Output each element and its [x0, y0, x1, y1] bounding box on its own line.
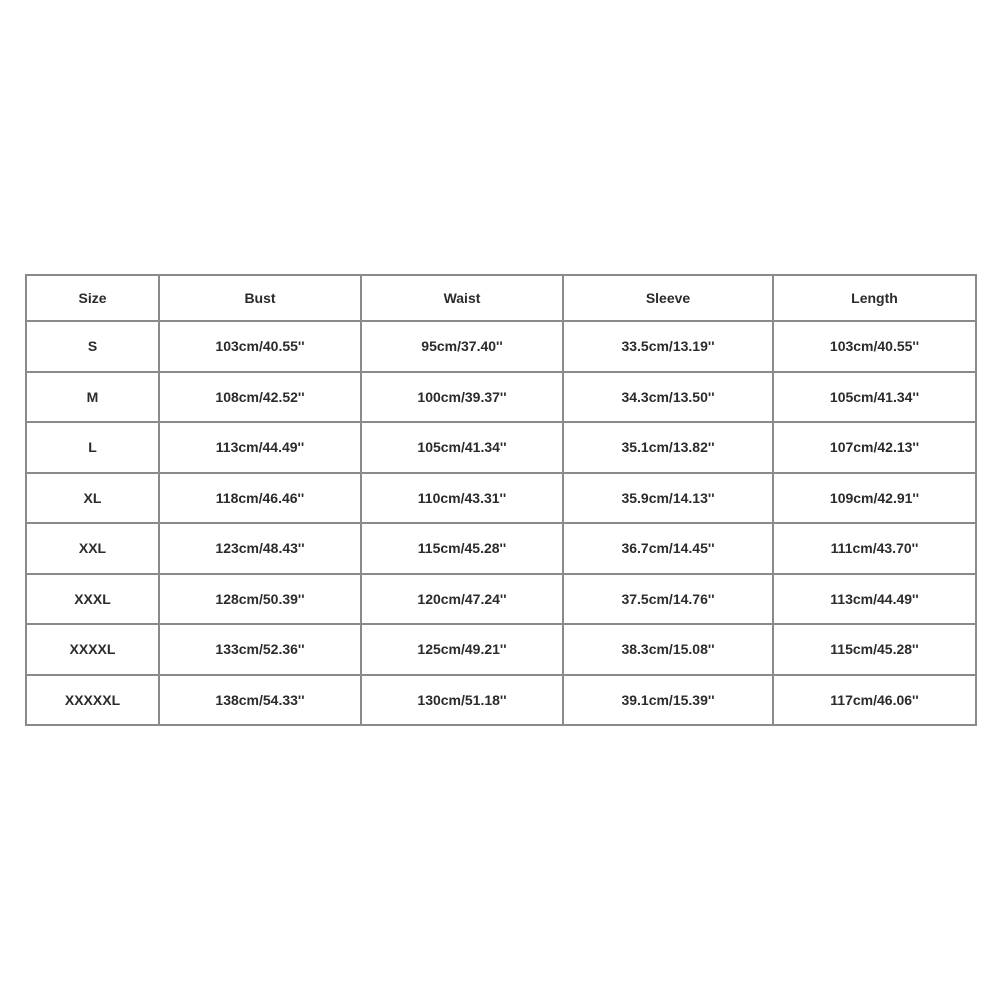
cell-waist: 115cm/45.28'' [361, 523, 563, 574]
cell-length: 107cm/42.13'' [773, 422, 976, 473]
cell-length: 113cm/44.49'' [773, 574, 976, 625]
cell-sleeve: 34.3cm/13.50'' [563, 372, 773, 423]
cell-length: 117cm/46.06'' [773, 675, 976, 726]
cell-size: XXXXL [26, 624, 159, 675]
cell-bust: 133cm/52.36'' [159, 624, 361, 675]
cell-waist: 105cm/41.34'' [361, 422, 563, 473]
cell-sleeve: 36.7cm/14.45'' [563, 523, 773, 574]
cell-sleeve: 35.9cm/14.13'' [563, 473, 773, 524]
header-size: Size [26, 275, 159, 321]
cell-sleeve: 33.5cm/13.19'' [563, 321, 773, 372]
cell-size: XL [26, 473, 159, 524]
cell-length: 115cm/45.28'' [773, 624, 976, 675]
cell-size: XXXL [26, 574, 159, 625]
table-row [26, 574, 976, 625]
cell-bust: 123cm/48.43'' [159, 523, 361, 574]
cell-bust: 108cm/42.52'' [159, 372, 361, 423]
cell-size: S [26, 321, 159, 372]
table-row [26, 321, 976, 372]
cell-bust: 103cm/40.55'' [159, 321, 361, 372]
cell-size: XXXXXL [26, 675, 159, 726]
cell-bust: 138cm/54.33'' [159, 675, 361, 726]
table-row [26, 523, 976, 574]
cell-length: 109cm/42.91'' [773, 473, 976, 524]
header-length: Length [773, 275, 976, 321]
cell-bust: 113cm/44.49'' [159, 422, 361, 473]
cell-length: 105cm/41.34'' [773, 372, 976, 423]
cell-size: M [26, 372, 159, 423]
cell-waist: 130cm/51.18'' [361, 675, 563, 726]
header-bust: Bust [159, 275, 361, 321]
cell-length: 103cm/40.55'' [773, 321, 976, 372]
cell-sleeve: 35.1cm/13.82'' [563, 422, 773, 473]
cell-length: 111cm/43.70'' [773, 523, 976, 574]
table-row [26, 675, 976, 726]
table-row [26, 473, 976, 524]
table-row [26, 372, 976, 423]
cell-waist: 100cm/39.37'' [361, 372, 563, 423]
cell-sleeve: 37.5cm/14.76'' [563, 574, 773, 625]
table-row [26, 422, 976, 473]
cell-waist: 120cm/47.24'' [361, 574, 563, 625]
cell-size: L [26, 422, 159, 473]
cell-sleeve: 38.3cm/15.08'' [563, 624, 773, 675]
cell-waist: 125cm/49.21'' [361, 624, 563, 675]
cell-waist: 95cm/37.40'' [361, 321, 563, 372]
header-row [26, 275, 976, 321]
table-row [26, 624, 976, 675]
size-chart-table [25, 274, 977, 726]
cell-bust: 118cm/46.46'' [159, 473, 361, 524]
cell-size: XXL [26, 523, 159, 574]
cell-sleeve: 39.1cm/15.39'' [563, 675, 773, 726]
cell-waist: 110cm/43.31'' [361, 473, 563, 524]
header-waist: Waist [361, 275, 563, 321]
cell-bust: 128cm/50.39'' [159, 574, 361, 625]
header-sleeve: Sleeve [563, 275, 773, 321]
